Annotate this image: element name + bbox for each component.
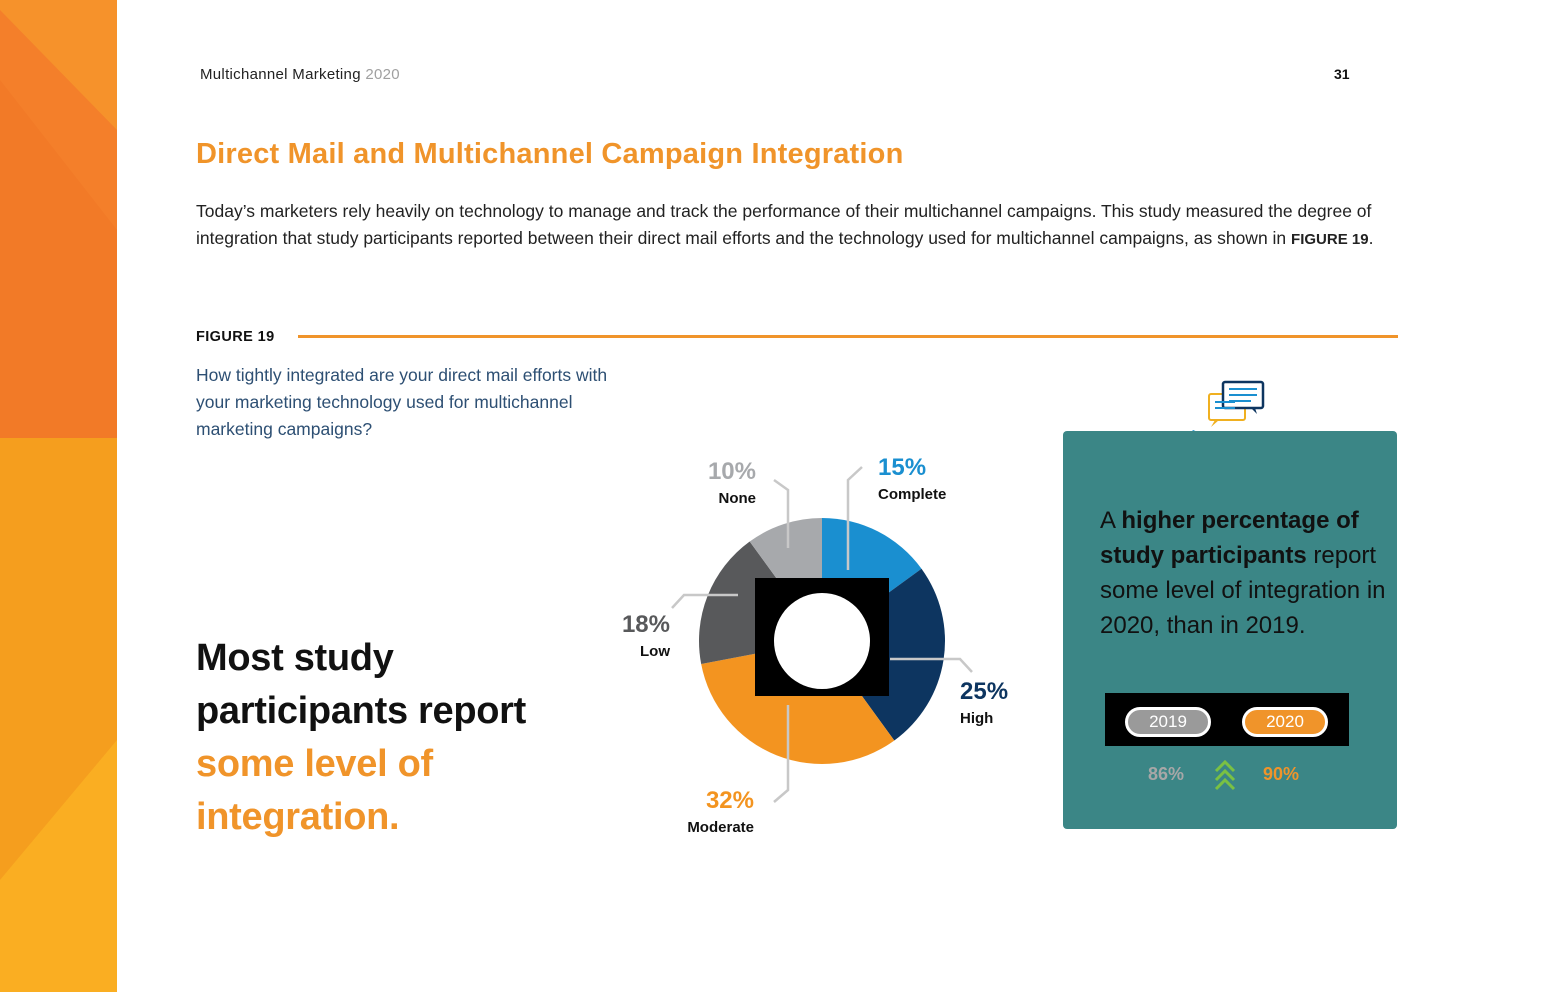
intro-text: Today’s marketers rely heavily on technology to manage and track the performance of their multichannel campaigns. This study measured the degree of integration that study participants reported between their direct mail efforts and the technology used for multichannel campaigns, as shown in [196,201,1372,248]
data-label-value-high: 25% [960,678,1009,705]
page-title: Direct Mail and Multichannel Campaign Integration [196,138,904,170]
data-label-value-moderate: 32% [705,787,754,814]
comparison-callout [1063,431,1397,829]
headline-line-2: participants report [196,690,527,732]
running-header [200,66,400,83]
integration-donut-chart [600,440,1040,850]
publication-name: Multichannel Marketing [200,66,361,83]
data-label-name-complete: Complete [878,486,947,503]
data-label-value-low: 18% [621,611,670,638]
side-decor-band [0,0,117,992]
year-2020-pill: 2020 [1242,707,1328,737]
headline-highlight-2: integration. [196,796,400,838]
data-label-name-low: Low [640,643,670,660]
data-label-name-moderate: Moderate [687,819,754,836]
intro-paragraph [196,198,1386,253]
donut-svg [600,440,1040,850]
data-label-value-complete: 15% [878,454,927,481]
headline-line-1: Most study [196,637,394,679]
key-takeaway-headline [196,632,616,844]
data-label-name-none: None [718,490,756,507]
intro-end: . [1368,228,1374,248]
pct-2019: 86% [1148,764,1185,784]
year-2019-pill: 2019 [1125,707,1211,737]
publication-year: 2020 [365,66,400,83]
year-compare-strip [1105,693,1349,746]
center-hole [774,593,870,689]
page-number: 31 [1334,66,1350,82]
callout-text [1100,503,1390,643]
figure-rule-divider [298,335,1398,338]
headline-highlight-1: some level of [196,743,433,785]
data-label-name-high: High [960,710,994,727]
data-label-value-none: 10% [707,458,756,485]
callout-bold: higher percentage of study participants [1100,507,1359,569]
figure-label: FIGURE 19 [196,329,275,345]
figure-reference: FIGURE 19 [1291,231,1369,248]
callout-lead: A [1100,507,1122,534]
survey-question: How tightly integrated are your direct mail efforts with your marketing technology used for multichannel marketing campaigns? [196,365,608,439]
pct-2020: 90% [1263,764,1300,784]
callout-rest: report some level of integration in 2020, than in 2019. [1100,542,1386,639]
increase-arrows-icon [1213,757,1237,793]
